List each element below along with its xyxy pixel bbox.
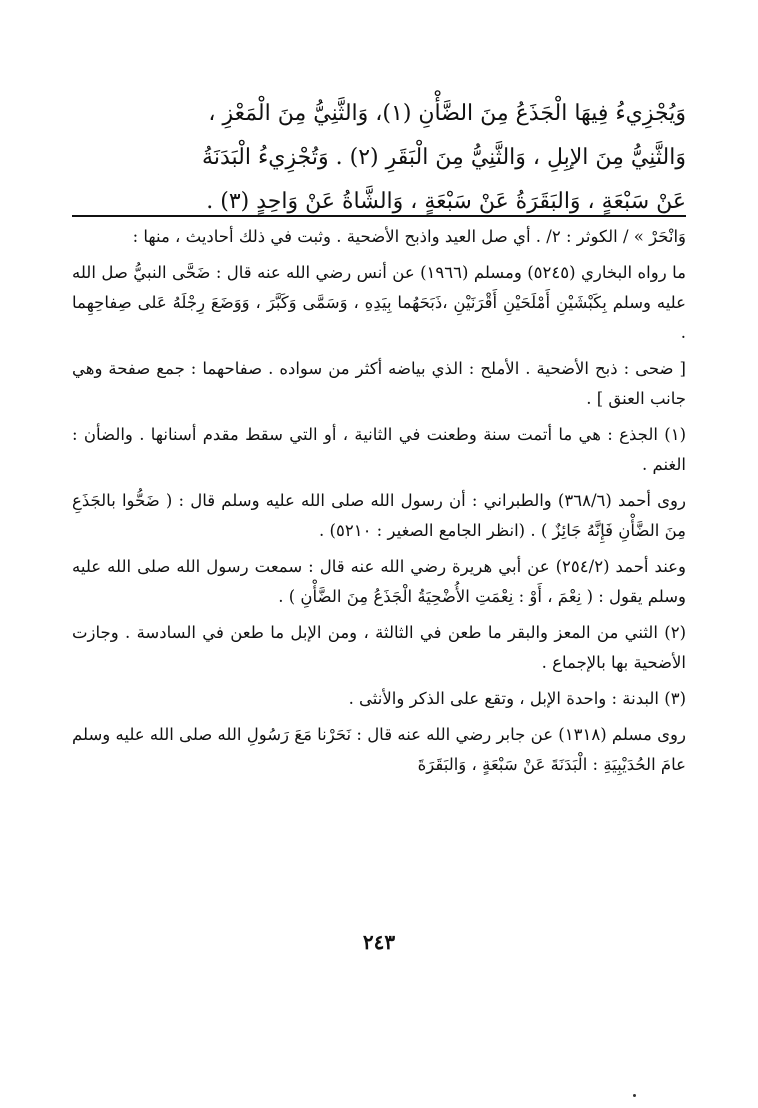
main-line: عَنْ سَبْعَةٍ ، وَالبَقَرَةُ عَنْ سَبْعَةٍ ، وَالشَّاةُ عَنْ وَاحِدٍ (٣) . bbox=[206, 189, 686, 214]
footnotes bbox=[72, 222, 686, 786]
main-text bbox=[72, 92, 686, 224]
footnote-paragraph: (٣) البدنة : واحدة الإبل ، وتقع على الذكر والأنثى . bbox=[348, 689, 686, 708]
footnote-paragraph: [ ضحى : ذبح الأضحية . الأملح : الذي بياضه أكثر من سواده . صفاحهما : جمع صفحة وهي جانب العنق ] . bbox=[72, 359, 686, 408]
page-number: ٢٤٣ bbox=[362, 930, 396, 954]
footnote-paragraph: (١) الجذع : هي ما أتمت سنة وطعنت في الثانية ، أو التي سقط مقدم أسنانها . والضأن : الغنم . bbox=[72, 425, 686, 474]
main-line: وَالثَّنِيُّ مِنَ الإبِلِ ، وَالثَّنِيُّ مِنَ الْبَقَرِ (٢) . وَتُجْزِيءُ الْبَدَنَةُ bbox=[202, 145, 686, 170]
footnote-paragraph: وعند أحمد (٢٥٤/٢) عن أبي هريرة رضي الله عنه قال : سمعت رسول الله صلى الله عليه وسلم يقول : ( نِعْمَ ، أَوْ : نِعْمَتِ الأُضْحِيَةُ الْجَذَعُ مِنَ الضَّأْنِ ) . bbox=[72, 557, 686, 606]
footnote-paragraph: ما رواه البخاري (٥٢٤٥) ومسلم (١٩٦٦) عن أنس رضي الله عنه قال : ضَحَّى النبيُّ صل الله عليه وسلم بِكَبْشَيْنِ أَمْلَحَيْنِ أَقْرَنَيْنِ ،ذَبَحَهُما بِيَدِهِ ، وَسَمَّى وَكَبَّرَ ، وَوَضَعَ رِجْلَهُ عَلى صِفاحِهِما . bbox=[72, 263, 686, 342]
main-line: وَيُجْزِيءُ فِيهَا الْجَذَعُ مِنَ الضَّأْنِ (١)، وَالثَّنِيُّ مِنَ الْمَعْزِ ، bbox=[208, 101, 686, 126]
footnote-paragraph: وَانْحَرْ » / الكوثر : ٢/ . أي صل العيد واذبح الأضحية . وثبت في ذلك أحاديث ، منها : bbox=[132, 227, 686, 246]
footnote-paragraph: (٢) الثني من المعز والبقر ما طعن في الثالثة ، ومن الإبل ما طعن في السادسة . وجازت الأضحية بها بالإجماع . bbox=[72, 623, 686, 672]
footnote-paragraph: روى أحمد (٣٦٨/٦) والطبراني : أن رسول الله صلى الله عليه وسلم قال : ( ضَحُّوا بالجَذَعِ مِنَ الضَّأْنِ فَإِنَّهُ جَائِزٌ ) . (انظر الجامع الصغير : ٥٢١٠) . bbox=[72, 491, 686, 540]
page-mark bbox=[633, 1094, 636, 1097]
footnote-paragraph: روى مسلم (١٣١٨) عن جابر رضي الله عنه قال : نَحَرْنا مَعَ رَسُولِ الله صلى الله عليه وسلم عامَ الحُدَيْبِيَةِ : الْبَدَنَةَ عَنْ سَبْعَةٍ ، وَالبَقَرَةَ bbox=[72, 725, 686, 774]
footnote-divider bbox=[72, 215, 686, 217]
